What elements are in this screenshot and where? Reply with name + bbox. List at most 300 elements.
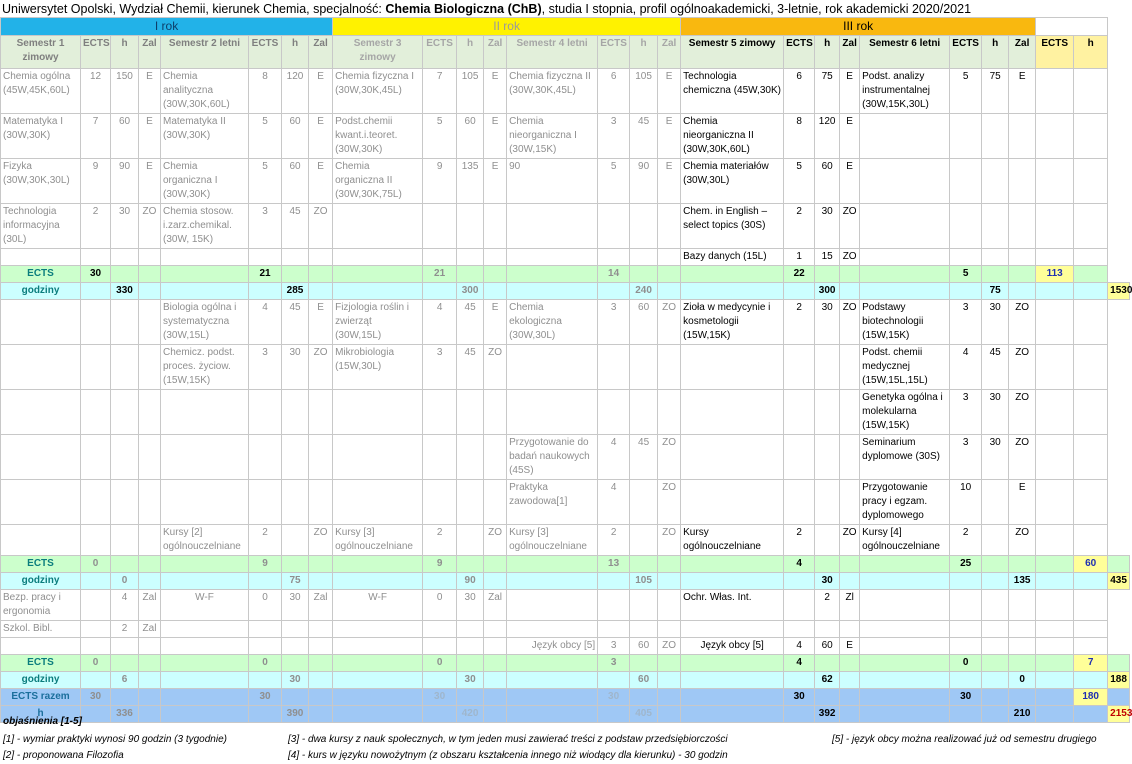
empty-cell [457, 266, 484, 283]
course-zal: ZO [840, 300, 860, 345]
hours-row-label: godziny [1, 573, 81, 590]
title-prefix: Uniwersytet Opolski, Wydział Chemii, kierunek Chemia, specjalność: [2, 2, 386, 16]
empty-cell [950, 204, 982, 249]
ects-summary-row [1, 266, 1130, 283]
empty-cell [333, 655, 423, 672]
course-hours: 45 [282, 300, 309, 345]
empty-cell [982, 706, 1009, 723]
course-zal: ZO [840, 249, 860, 266]
empty-cell [840, 672, 860, 689]
empty-cell [457, 480, 484, 525]
course-hours: 30 [982, 435, 1009, 480]
empty-cell [249, 435, 282, 480]
course-name: Podst. chemii medycznej (15W,15L,15L) [860, 345, 950, 390]
empty-cell [950, 706, 982, 723]
empty-cell [457, 390, 484, 435]
course-hours: 120 [815, 114, 840, 159]
empty-cell [282, 390, 309, 435]
course-zal: ZO [484, 345, 507, 390]
course-ects: 5 [598, 159, 630, 204]
empty-cell [333, 672, 423, 689]
empty-cell [1074, 283, 1108, 300]
course-hours: 2 [815, 590, 840, 621]
table-row [1, 300, 1130, 345]
empty-cell [784, 480, 815, 525]
course-name: Chemicz. podst. proces. życiow. (15W,15K) [161, 345, 249, 390]
empty-cell [81, 480, 111, 525]
course-name: 90 [507, 159, 598, 204]
footnote-2: [2] - proponowana Filozofia [3, 750, 124, 761]
course-zal: Zl [840, 590, 860, 621]
course-zal: E [484, 69, 507, 114]
empty-cell [249, 283, 282, 300]
empty-cell [507, 556, 598, 573]
ects-total-sem4: 30 [598, 689, 630, 706]
course-zal: E [309, 114, 333, 159]
empty-cell [630, 689, 658, 706]
empty-cell [598, 249, 630, 266]
empty-cell [139, 480, 161, 525]
table-row [1, 590, 1130, 621]
empty-cell [1036, 159, 1074, 204]
empty-cell [111, 390, 139, 435]
empty-cell [681, 672, 784, 689]
table-row [1, 435, 1130, 480]
empty-cell [1074, 621, 1108, 638]
course-zal: ZO [1009, 390, 1036, 435]
empty-cell [309, 249, 333, 266]
empty-cell [860, 159, 950, 204]
empty-cell [81, 706, 111, 723]
course-ects: 2 [598, 525, 630, 556]
course-zal: ZO [1009, 435, 1036, 480]
course-zal: E [840, 159, 860, 204]
empty-cell [1009, 556, 1036, 573]
course-name: Matematyka II (30W,30K) [161, 114, 249, 159]
empty-cell [249, 621, 282, 638]
sem3-h-header: h [457, 36, 484, 69]
empty-cell [333, 390, 423, 435]
empty-cell [81, 435, 111, 480]
sem4-zal-header: Zal [658, 36, 681, 69]
course-ects: 2 [249, 525, 282, 556]
ects-total-sem6: 30 [950, 689, 982, 706]
empty-cell [840, 390, 860, 435]
course-name: Podst.chemii kwant.i.teoret. (30W,30K) [333, 114, 423, 159]
empty-cell [333, 706, 423, 723]
year-header-blank [1036, 18, 1108, 36]
empty-cell [840, 655, 860, 672]
empty-cell [1, 345, 81, 390]
empty-cell [457, 621, 484, 638]
course-zal: E [658, 114, 681, 159]
empty-cell [484, 706, 507, 723]
hours-total-label: h [1, 706, 81, 723]
empty-cell [249, 573, 282, 590]
course-name: Praktyka zawodowa[1] [507, 480, 598, 525]
hours-sem5: 62 [815, 672, 840, 689]
empty-cell [81, 345, 111, 390]
empty-cell [840, 283, 860, 300]
empty-cell [1036, 556, 1074, 573]
course-ects: 3 [950, 300, 982, 345]
empty-cell [139, 435, 161, 480]
course-zal: E [840, 69, 860, 114]
empty-cell [1, 480, 81, 525]
empty-cell [630, 204, 658, 249]
empty-cell [282, 266, 309, 283]
empty-cell [1036, 249, 1074, 266]
course-ects: 4 [423, 300, 457, 345]
ects-row-label: ECTS [1, 266, 81, 283]
course-zal: ZO [1009, 300, 1036, 345]
course-name: Chemia stosow. i.zarz.chemikal. (30W, 15K) [161, 204, 249, 249]
hours-total-sem1: 336 [111, 706, 139, 723]
course-zal: E [309, 159, 333, 204]
empty-cell [1036, 480, 1074, 525]
empty-cell [681, 556, 784, 573]
footnote-3: [3] - dwa kursy z nauk społecznych, w tym jeden musi zawierać treści z podstaw przedsiębiorczości [288, 734, 728, 745]
empty-cell [598, 621, 630, 638]
empty-cell [333, 573, 423, 590]
empty-cell [1009, 590, 1036, 621]
empty-cell [598, 390, 630, 435]
empty-cell [598, 204, 630, 249]
empty-cell [630, 556, 658, 573]
course-name: Bazy danych (15L) [681, 249, 784, 266]
empty-cell [1074, 573, 1108, 590]
table-row [1, 159, 1130, 204]
empty-cell [950, 283, 982, 300]
empty-cell [111, 689, 139, 706]
empty-cell [1074, 390, 1108, 435]
empty-cell [1036, 621, 1074, 638]
empty-cell [139, 300, 161, 345]
ects-sem5: 4 [784, 556, 815, 573]
empty-cell [1074, 249, 1108, 266]
course-hours: 45 [982, 345, 1009, 390]
empty-cell [950, 621, 982, 638]
empty-cell [1074, 300, 1108, 345]
course-ects: 2 [81, 204, 111, 249]
empty-cell [1036, 706, 1074, 723]
table-row [1, 390, 1130, 435]
empty-cell [333, 480, 423, 525]
course-name: Kursy [3] ogólnouczelniane [333, 525, 423, 556]
empty-cell [658, 345, 681, 390]
course-ects: 6 [784, 69, 815, 114]
course-ects: 0 [423, 590, 457, 621]
empty-cell [139, 283, 161, 300]
empty-cell [139, 672, 161, 689]
empty-cell [1074, 69, 1108, 114]
course-hours: 30 [815, 204, 840, 249]
empty-cell [1108, 655, 1130, 672]
title-suffix: , studia I stopnia, profil ogólnoakademicki, 3-letnie, rok akademicki 2020/2021 [541, 2, 972, 16]
course-zal: ZO [309, 525, 333, 556]
empty-cell [681, 573, 784, 590]
empty-cell [784, 390, 815, 435]
empty-cell [484, 556, 507, 573]
course-ects: 2 [784, 525, 815, 556]
course-name: Język obcy [5] [507, 638, 598, 655]
empty-cell [784, 672, 815, 689]
course-hours: 150 [111, 69, 139, 114]
empty-cell [1036, 672, 1074, 689]
empty-cell [982, 621, 1009, 638]
ects-sem6: 0 [950, 655, 982, 672]
empty-cell [815, 345, 840, 390]
course-name: Chemia fizyczna I (30W,30K,45L) [333, 69, 423, 114]
empty-cell [815, 266, 840, 283]
course-ects: 2 [784, 300, 815, 345]
course-name: Chem. in English – select topics (30S) [681, 204, 784, 249]
course-ects: 3 [598, 114, 630, 159]
empty-cell [507, 345, 598, 390]
course-ects [81, 590, 111, 621]
course-ects: 2 [784, 204, 815, 249]
course-name: Zioła w medycynie i kosmetologii (15W,15K) [681, 300, 784, 345]
course-hours: 60 [282, 159, 309, 204]
empty-cell [1009, 204, 1036, 249]
course-ects: 4 [249, 300, 282, 345]
sem1-zal-header: Zal [139, 36, 161, 69]
empty-cell [139, 266, 161, 283]
empty-cell [111, 435, 139, 480]
hours-total: 1530 [1108, 283, 1130, 300]
empty-cell [507, 390, 598, 435]
empty-cell [630, 345, 658, 390]
empty-cell [681, 655, 784, 672]
empty-cell [282, 655, 309, 672]
empty-cell [161, 655, 249, 672]
empty-cell [484, 655, 507, 672]
empty-cell [658, 672, 681, 689]
course-name: Chemia analityczna (30W,30K,60L) [161, 69, 249, 114]
empty-cell [111, 655, 139, 672]
table-row [1, 525, 1130, 556]
empty-cell [111, 345, 139, 390]
empty-cell [484, 672, 507, 689]
total-h-header: h [1074, 36, 1108, 69]
empty-cell [950, 159, 982, 204]
empty-cell [309, 689, 333, 706]
course-name: Chemia ogólna (45W,45K,60L) [1, 69, 81, 114]
course-ects: 5 [423, 114, 457, 159]
hours-sem2: 75 [282, 573, 309, 590]
empty-cell [423, 204, 457, 249]
empty-cell [681, 480, 784, 525]
course-hours: 60 [815, 638, 840, 655]
empty-cell [457, 556, 484, 573]
empty-cell [1009, 249, 1036, 266]
empty-cell [139, 706, 161, 723]
empty-cell [81, 283, 111, 300]
empty-cell [457, 689, 484, 706]
course-ects: 0 [249, 590, 282, 621]
empty-cell [1, 249, 81, 266]
table-row [1, 345, 1130, 390]
empty-cell [507, 672, 598, 689]
empty-cell [658, 590, 681, 621]
empty-cell [598, 706, 630, 723]
footnote-1: [1] - wymiar praktyki wynosi 90 godzin (3 tygodnie) [3, 734, 227, 745]
empty-cell [950, 672, 982, 689]
empty-cell [784, 435, 815, 480]
sem3-zal-header: Zal [484, 36, 507, 69]
empty-cell [1036, 345, 1074, 390]
empty-cell [1036, 638, 1074, 655]
ects-sem4: 14 [598, 266, 630, 283]
empty-cell [139, 655, 161, 672]
course-hours: 45 [457, 345, 484, 390]
empty-cell [860, 283, 950, 300]
sem4-h-header: h [630, 36, 658, 69]
empty-cell [1, 525, 81, 556]
empty-cell [860, 573, 950, 590]
empty-cell [333, 638, 423, 655]
sem2-zal-header: Zal [309, 36, 333, 69]
course-ects: 5 [249, 114, 282, 159]
empty-cell [950, 114, 982, 159]
empty-cell [1074, 672, 1108, 689]
sem6-header: Semestr 6 letni [860, 36, 950, 69]
course-zal: E [1009, 69, 1036, 114]
course-zal: ZO [309, 204, 333, 249]
course-zal: ZO [658, 480, 681, 525]
year-header-row [1, 18, 1130, 36]
empty-cell [950, 638, 982, 655]
course-ects: 2 [950, 525, 982, 556]
course-hours [630, 525, 658, 556]
empty-cell [282, 621, 309, 638]
empty-cell [161, 390, 249, 435]
ects-total-sem1: 30 [81, 689, 111, 706]
empty-cell [840, 480, 860, 525]
hours-summary-row [1, 672, 1130, 689]
empty-cell [249, 390, 282, 435]
empty-cell [161, 556, 249, 573]
year-3-header: III rok [681, 18, 1036, 36]
course-hours: 45 [630, 114, 658, 159]
empty-cell [860, 638, 950, 655]
course-zal: ZO [484, 525, 507, 556]
ects-grand-total: 180 [1074, 689, 1108, 706]
ects-total: 113 [1036, 266, 1074, 283]
empty-cell [282, 480, 309, 525]
study-plan-table [0, 17, 1130, 723]
empty-cell [423, 480, 457, 525]
course-ects: 3 [950, 390, 982, 435]
course-zal: ZO [840, 204, 860, 249]
course-name: Chemia materiałów (30W,30L) [681, 159, 784, 204]
empty-cell [484, 689, 507, 706]
ects-row-label: ECTS [1, 655, 81, 672]
hours-sem6: 0 [1009, 672, 1036, 689]
course-name: Przygotowanie do badań naukowych (45S) [507, 435, 598, 480]
hours-sem3: 30 [457, 672, 484, 689]
empty-cell [1036, 590, 1074, 621]
course-name: Bezp. pracy i ergonomia [1, 590, 81, 621]
course-zal: E [309, 300, 333, 345]
course-ects: 8 [249, 69, 282, 114]
empty-cell [161, 638, 249, 655]
empty-cell [282, 556, 309, 573]
course-hours [282, 525, 309, 556]
ects-total-label: ECTS razem [1, 689, 81, 706]
empty-cell [598, 283, 630, 300]
course-hours: 60 [630, 300, 658, 345]
sem4-header: Semestr 4 letni [507, 36, 598, 69]
hours-sem1: 330 [111, 283, 139, 300]
empty-cell [111, 480, 139, 525]
empty-cell [249, 672, 282, 689]
empty-cell [309, 556, 333, 573]
course-zal: ZO [658, 300, 681, 345]
hours-sem2: 30 [282, 672, 309, 689]
course-zal: Zal [139, 621, 161, 638]
empty-cell [484, 435, 507, 480]
table-row [1, 204, 1130, 249]
table-row [1, 249, 1130, 266]
sem3-header: Semestr 3 zimowy [333, 36, 423, 69]
empty-cell [1036, 390, 1074, 435]
course-hours: 15 [815, 249, 840, 266]
empty-cell [309, 706, 333, 723]
course-name: Podst. analizy instrumentalnej (30W,15K,30L) [860, 69, 950, 114]
empty-cell [1074, 480, 1108, 525]
empty-cell [1074, 706, 1108, 723]
empty-cell [1074, 345, 1108, 390]
course-hours: 60 [111, 114, 139, 159]
ects-total-sem5: 30 [784, 689, 815, 706]
ects-row-label: ECTS [1, 556, 81, 573]
empty-cell [139, 345, 161, 390]
sem5-ects-header: ECTS [784, 36, 815, 69]
course-name: Technologia informacyjna (30L) [1, 204, 81, 249]
empty-cell [507, 621, 598, 638]
empty-cell [840, 573, 860, 590]
hours-sem4: 240 [630, 283, 658, 300]
page-title [2, 1, 1129, 17]
course-ects [784, 590, 815, 621]
empty-cell [507, 655, 598, 672]
hours-sem4: 60 [630, 672, 658, 689]
empty-cell [860, 556, 950, 573]
course-name: Chemia organiczna I (30W,30K) [161, 159, 249, 204]
empty-cell [139, 689, 161, 706]
empty-cell [507, 573, 598, 590]
empty-cell [1108, 689, 1130, 706]
ects-sem2: 9 [249, 556, 282, 573]
course-zal: E [139, 159, 161, 204]
empty-cell [1074, 159, 1108, 204]
empty-cell [658, 556, 681, 573]
empty-cell [161, 573, 249, 590]
empty-cell [784, 621, 815, 638]
hours-total: 435 [1108, 573, 1130, 590]
ects-sem5: 22 [784, 266, 815, 283]
course-zal: E [658, 69, 681, 114]
empty-cell [681, 345, 784, 390]
empty-cell [507, 266, 598, 283]
empty-cell [681, 621, 784, 638]
course-ects: 7 [423, 69, 457, 114]
empty-cell [282, 638, 309, 655]
course-hours: 45 [457, 300, 484, 345]
course-ects: 3 [423, 345, 457, 390]
empty-cell [309, 283, 333, 300]
